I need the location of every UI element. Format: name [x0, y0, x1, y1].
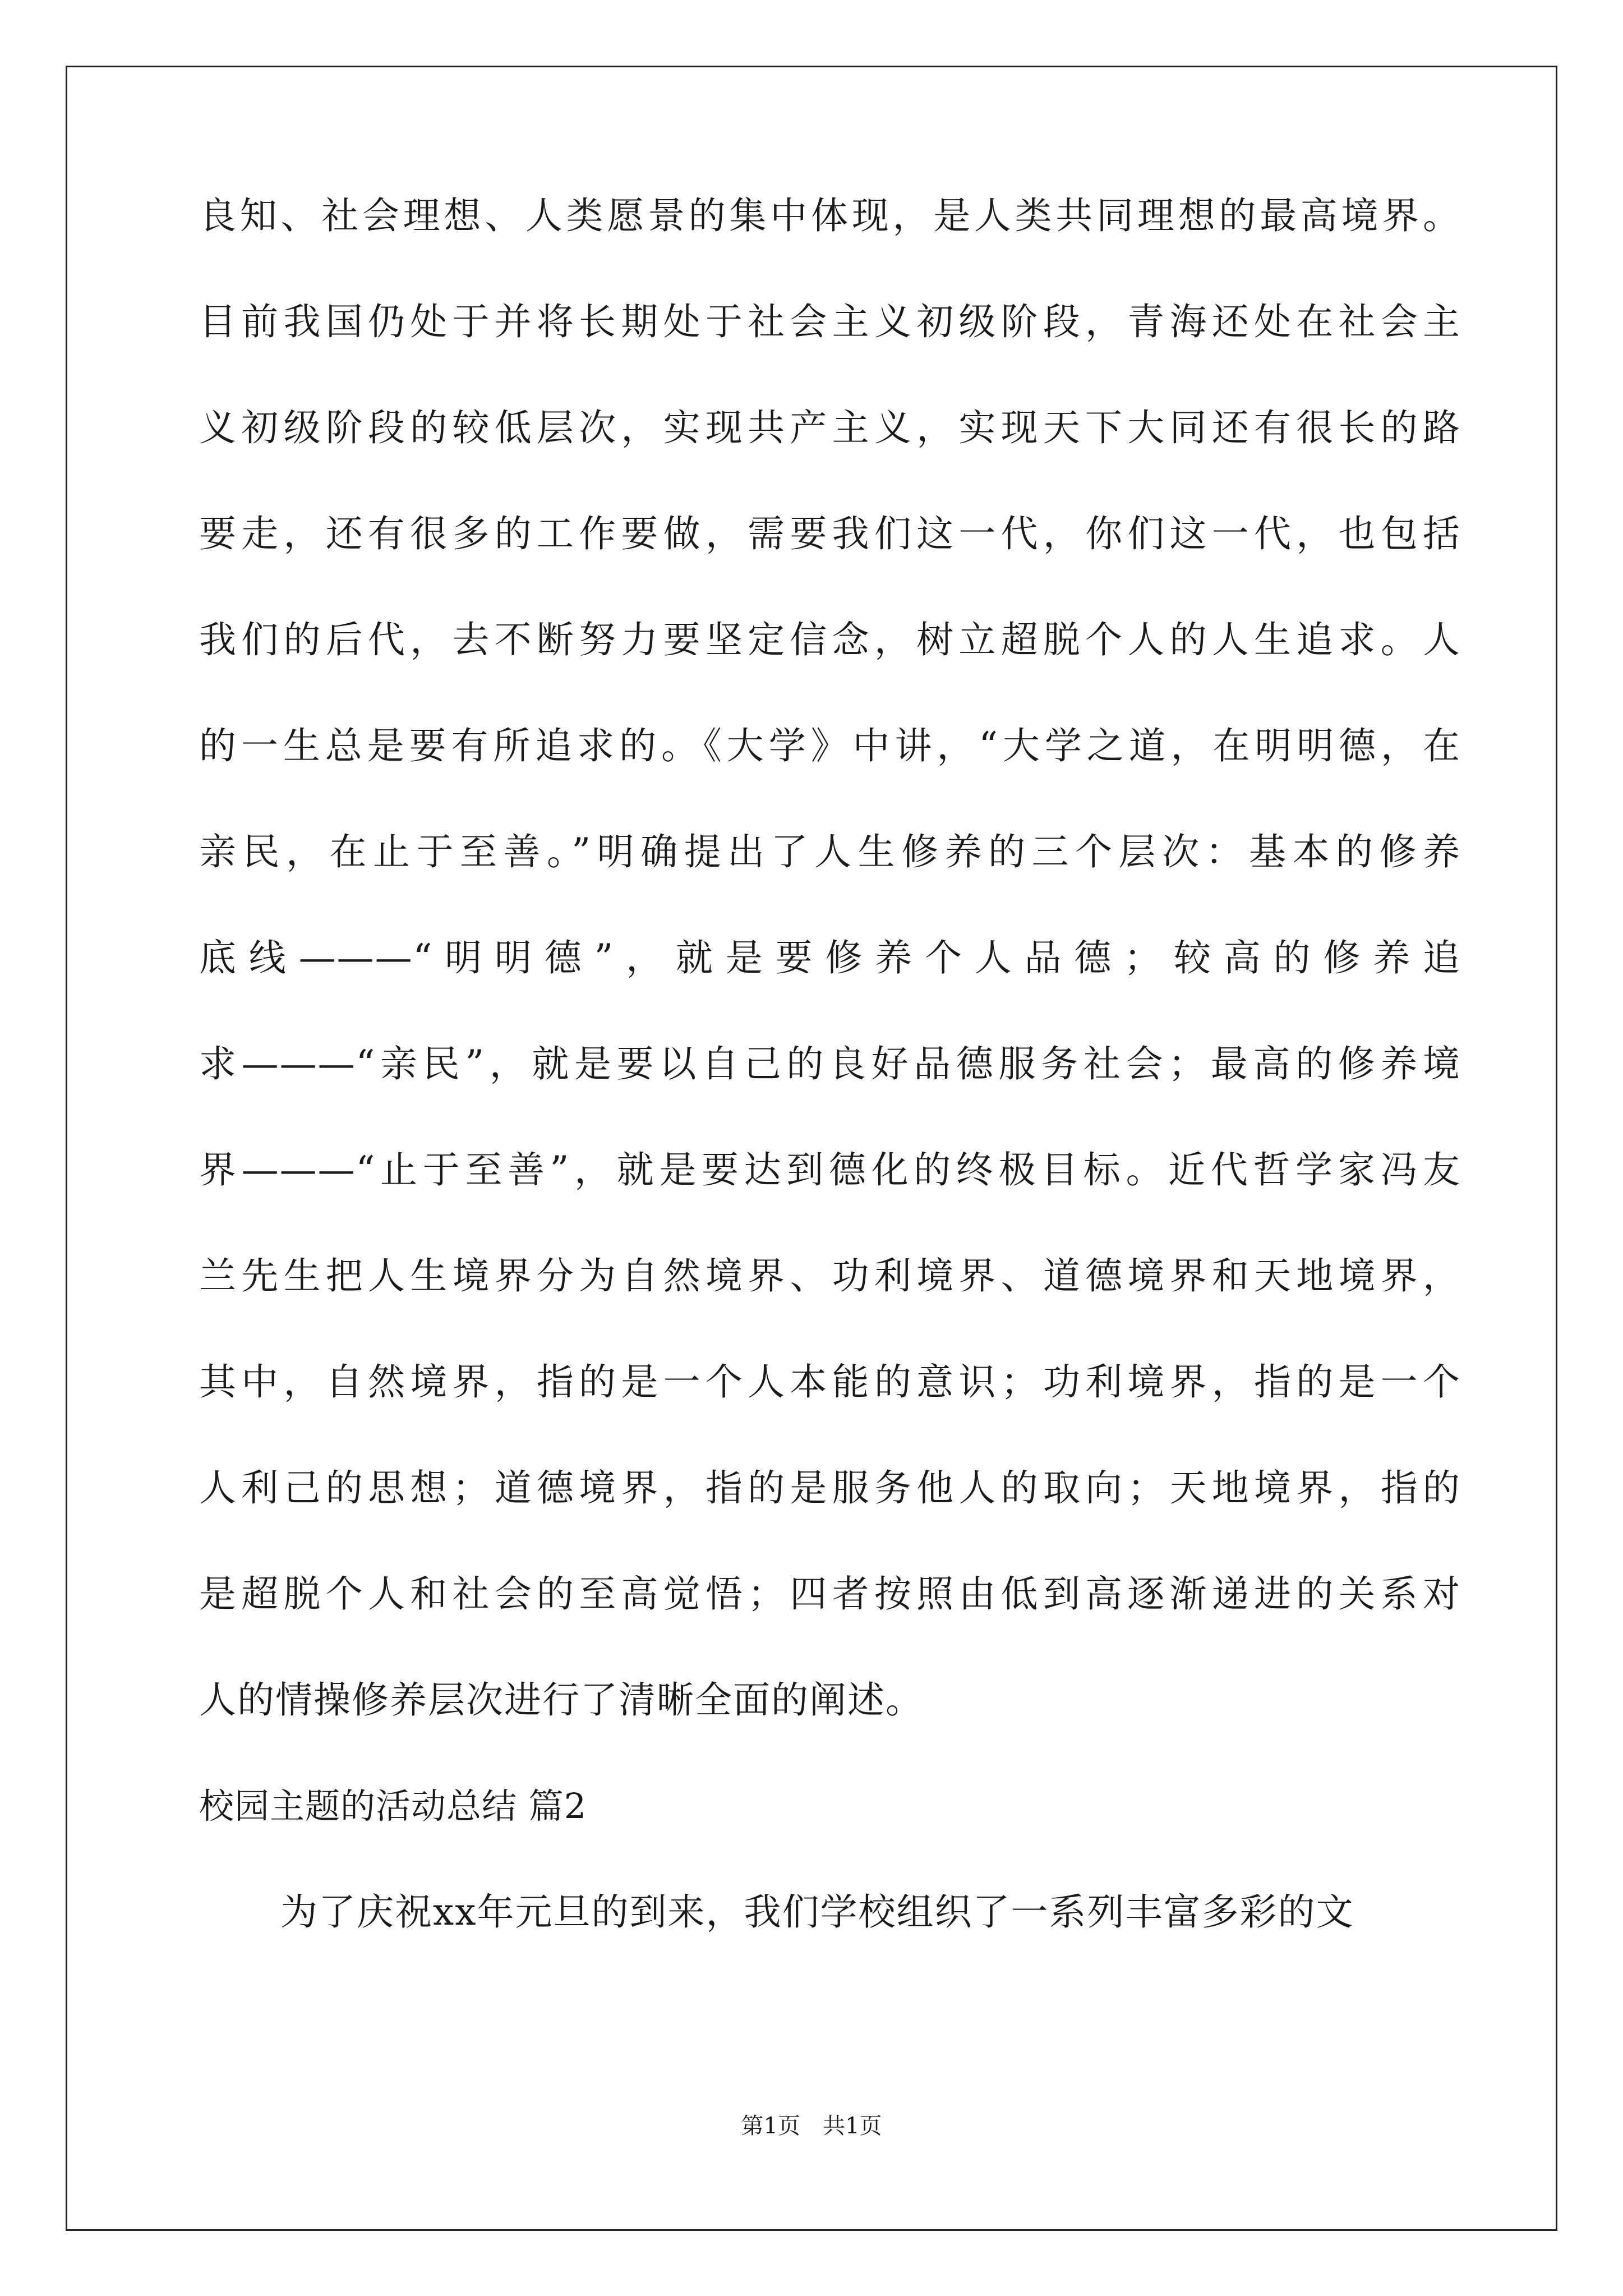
text-line-last: 人的情操修养层次进行了清晰全面的阐述。 [199, 1678, 924, 1722]
document-body [199, 185, 1461, 1987]
section-heading: 校园主题的活动总结 篇2 [199, 1786, 587, 1826]
paragraph-start: 为了庆祝xx年元旦的到来，我们学校组织了一系列丰富多彩的文 [280, 1890, 1354, 1934]
text-line: 底线———“明明德”，就是要修养个人品德；较高的修养追 [199, 936, 1461, 979]
text-line: 目前我国仍处于并将长期处于社会主义初级阶段，青海还处在社会主 [199, 300, 1461, 343]
text-line: 兰先生把人生境界分为自然境界、功利境界、道德境界和天地境界， [199, 1254, 1461, 1297]
text-line: 界———“止于至善”，就是要达到德化的终极目标。近代哲学家冯友 [199, 1148, 1461, 1191]
text-line: 良知、社会理想、人类愿景的集中体现，是人类共同理想的最高境界。 [199, 194, 1461, 237]
text-line: 人利己的思想；道德境界，指的是服务他人的取向；天地境界，指的 [199, 1466, 1461, 1510]
text-line: 是超脱个人和社会的至高觉悟；四者按照由低到高逐渐递进的关系对 [199, 1572, 1461, 1616]
text-line: 其中，自然境界，指的是一个人本能的意识；功利境界，指的是一个 [199, 1360, 1461, 1404]
text-line: 我们的后代，去不断努力要坚定信念，树立超脱个人的人生追求。人 [199, 618, 1461, 661]
text-line: 要走，还有很多的工作要做，需要我们这一代，你们这一代，也包括 [199, 512, 1461, 555]
page-number-footer: 第1页 共1页 [741, 2113, 882, 2139]
text-line: 亲民，在止于至善。”明确提出了人生修养的三个层次：基本的修养 [199, 830, 1461, 873]
text-line: 的一生总是要有所追求的。《大学》中讲，“大学之道，在明明德，在 [199, 724, 1461, 767]
text-line: 求———“亲民”，就是要以自己的良好品德服务社会；最高的修养境 [199, 1042, 1461, 1085]
text-line: 义初级阶段的较低层次，实现共产主义，实现天下大同还有很长的路 [199, 406, 1461, 449]
